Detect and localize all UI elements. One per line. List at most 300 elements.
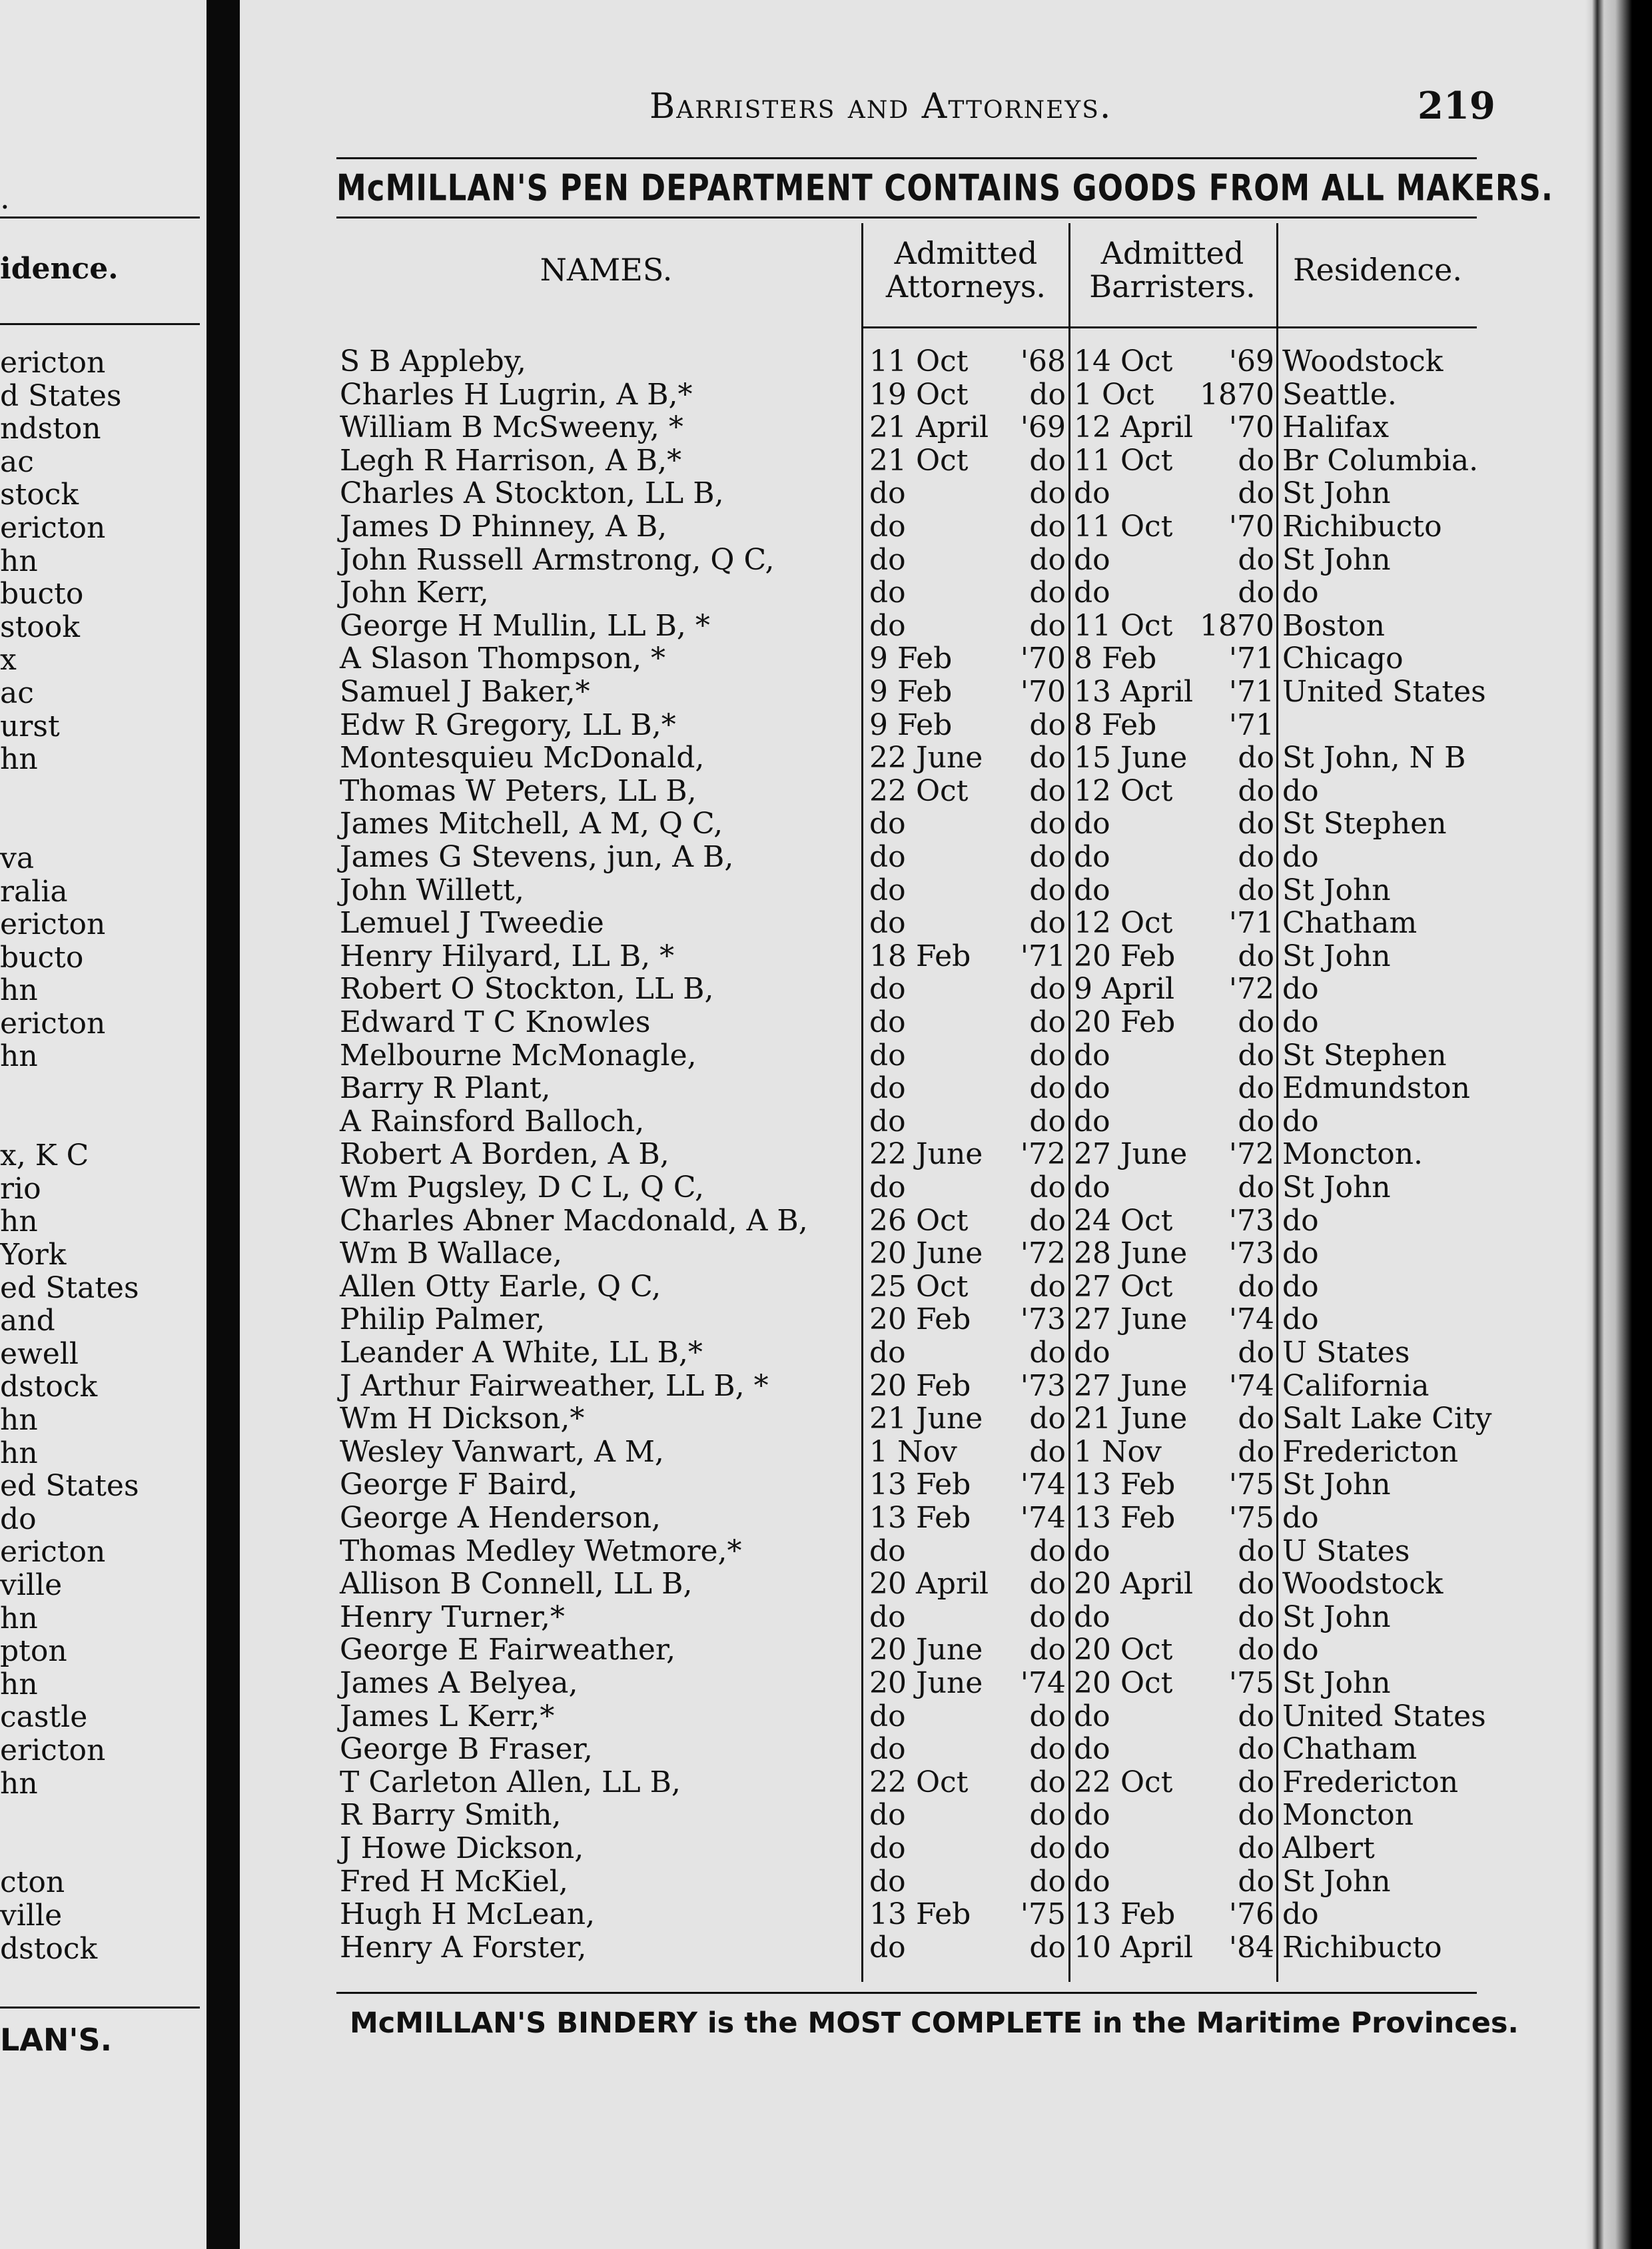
row-barrister-year: '70 xyxy=(1228,410,1274,445)
facing-page-rule xyxy=(0,323,200,325)
row-residence: St Stephen xyxy=(1282,1038,1447,1073)
row-barrister-date: do xyxy=(1074,1170,1110,1204)
row-barrister-date: 20 Feb xyxy=(1074,1005,1176,1039)
row-barrister-date: 13 Feb xyxy=(1074,1897,1176,1932)
row-barrister-date: 10 April xyxy=(1074,1930,1194,1965)
row-barrister-year: '70 xyxy=(1228,510,1274,544)
row-attorney-year: '73 xyxy=(1020,1302,1066,1337)
row-residence: Moncton xyxy=(1282,1798,1414,1833)
row-barrister-year: do xyxy=(1238,1104,1274,1138)
row-attorney-date: 21 Oct xyxy=(869,443,969,478)
row-attorney-year: do xyxy=(1029,707,1066,742)
row-residence: do xyxy=(1282,1203,1319,1238)
row-attorney-date: 9 Feb xyxy=(869,642,953,676)
row-residence: Chicago xyxy=(1282,642,1404,676)
row-name: Henry A Forster, xyxy=(340,1930,587,1965)
row-barrister-date: do xyxy=(1074,1104,1110,1138)
row-residence: U States xyxy=(1282,1336,1410,1370)
row-attorney-date: do xyxy=(869,1336,906,1370)
facing-page-line: hn xyxy=(0,1766,38,1801)
row-barrister-date: do xyxy=(1074,873,1110,907)
row-attorney-date: 22 Oct xyxy=(869,1765,969,1799)
facing-page-line: ac xyxy=(0,675,34,710)
row-attorney-date: 22 Oct xyxy=(869,773,969,808)
row-barrister-year: do xyxy=(1238,1864,1274,1899)
row-residence: St John xyxy=(1282,939,1391,973)
row-attorney-year: '70 xyxy=(1020,675,1066,709)
row-attorney-year: do xyxy=(1029,1633,1066,1667)
row-attorney-year: do xyxy=(1029,1732,1066,1767)
facing-page-line: ericton xyxy=(0,1006,106,1041)
row-barrister-date: 13 April xyxy=(1074,675,1194,709)
row-barrister-year: do xyxy=(1238,1567,1274,1601)
row-name: T Carleton Allen, LL B, xyxy=(340,1765,681,1799)
row-attorney-date: 20 April xyxy=(869,1567,989,1601)
row-residence: do xyxy=(1282,576,1319,610)
row-attorney-year: '72 xyxy=(1020,1137,1066,1172)
advertisement-top: McMILLAN'S PEN DEPARTMENT CONTAINS GOODS FROM ALL MAKERS. xyxy=(336,167,1553,209)
facing-page-line: rio xyxy=(0,1171,41,1206)
facing-page-line: ville xyxy=(0,1898,63,1933)
row-barrister-year: do xyxy=(1238,939,1274,973)
row-attorney-year: do xyxy=(1029,576,1066,610)
row-attorney-date: do xyxy=(869,807,906,841)
row-attorney-year: do xyxy=(1029,1864,1066,1899)
row-barrister-date: do xyxy=(1074,1599,1110,1634)
row-name: George B Fraser, xyxy=(340,1732,593,1767)
advertisement-bottom: McMILLAN'S BINDERY is the MOST COMPLETE in the Maritime Provinces. xyxy=(350,2007,1519,2040)
row-attorney-year: do xyxy=(1029,906,1066,941)
row-residence: St John xyxy=(1282,1666,1391,1700)
row-barrister-year: 1870 xyxy=(1200,377,1274,412)
row-barrister-year: do xyxy=(1238,443,1274,478)
row-barrister-date: 12 April xyxy=(1074,410,1194,445)
row-residence: St John xyxy=(1282,476,1391,511)
row-name: Charles A Stockton, LL B, xyxy=(340,476,724,511)
column-divider xyxy=(1276,223,1278,1982)
facing-page-line: hn xyxy=(0,1403,38,1437)
row-name: Wm Pugsley, D C L, Q C, xyxy=(340,1170,704,1204)
row-name: Wm B Wallace, xyxy=(340,1236,562,1271)
row-barrister-year: do xyxy=(1238,1732,1274,1767)
row-barrister-year: '76 xyxy=(1228,1897,1274,1932)
row-attorney-year: do xyxy=(1029,1765,1066,1799)
row-attorney-date: do xyxy=(869,1038,906,1073)
facing-page-line: bucto xyxy=(0,940,84,975)
row-barrister-year: '71 xyxy=(1228,906,1274,941)
facing-page-line: ericton xyxy=(0,510,106,545)
row-barrister-year: do xyxy=(1238,741,1274,775)
row-attorney-date: do xyxy=(869,542,906,577)
row-name: Edward T C Knowles xyxy=(340,1005,651,1039)
row-barrister-date: 27 June xyxy=(1074,1302,1188,1337)
row-attorney-date: 20 Feb xyxy=(869,1302,971,1337)
row-barrister-year: do xyxy=(1238,1402,1274,1436)
row-barrister-year: 1870 xyxy=(1200,608,1274,643)
facing-page-residences xyxy=(0,346,139,1965)
facing-page-rule xyxy=(0,2007,200,2009)
row-name: Legh R Harrison, A B,* xyxy=(340,443,682,478)
row-attorney-date: do xyxy=(869,476,906,511)
row-attorney-year: do xyxy=(1029,873,1066,907)
facing-page-line: ed States xyxy=(0,1469,139,1504)
row-barrister-date: 20 Oct xyxy=(1074,1666,1173,1700)
row-barrister-date: do xyxy=(1074,807,1110,841)
row-attorney-year: do xyxy=(1029,972,1066,1007)
row-name: Robert A Borden, A B, xyxy=(340,1137,669,1172)
row-barrister-year: do xyxy=(1238,542,1274,577)
row-barrister-date: do xyxy=(1074,476,1110,511)
row-attorney-date: 11 Oct xyxy=(869,344,969,378)
facing-page-line: ericton xyxy=(0,1733,106,1767)
row-barrister-year: do xyxy=(1238,1038,1274,1073)
row-attorney-date: do xyxy=(869,510,906,544)
row-attorney-year: do xyxy=(1029,1203,1066,1238)
row-residence: St John xyxy=(1282,542,1391,577)
row-barrister-date: do xyxy=(1074,1534,1110,1568)
row-residence: United States xyxy=(1282,675,1486,709)
row-name: Hugh H McLean, xyxy=(340,1897,596,1932)
row-residence: St John xyxy=(1282,1599,1391,1634)
facing-page-line: hn xyxy=(0,973,38,1008)
row-attorney-year: do xyxy=(1029,1038,1066,1073)
row-residence: St John xyxy=(1282,1864,1391,1899)
row-attorney-year: do xyxy=(1029,1170,1066,1204)
facing-page-line: ndston xyxy=(0,412,101,446)
row-barrister-date: 1 Nov xyxy=(1074,1434,1162,1469)
row-barrister-year: do xyxy=(1238,1336,1274,1370)
facing-page-heading: idence. xyxy=(0,252,119,286)
row-barrister-date: 11 Oct xyxy=(1074,510,1173,544)
row-name: James G Stevens, jun, A B, xyxy=(340,840,734,874)
row-attorney-date: do xyxy=(869,1534,906,1568)
row-name: J Arthur Fairweather, LL B, * xyxy=(340,1368,769,1403)
facing-page-line: stook xyxy=(0,610,80,644)
row-barrister-year: '75 xyxy=(1228,1666,1274,1700)
row-name: George F Baird, xyxy=(340,1468,578,1502)
facing-page-line: hn xyxy=(0,1039,38,1074)
row-residence: do xyxy=(1282,773,1319,808)
facing-page-line: ewell xyxy=(0,1336,79,1371)
row-barrister-date: 20 April xyxy=(1074,1567,1194,1601)
facing-page-line: cton xyxy=(0,1865,65,1900)
facing-page-line: hn xyxy=(0,1204,38,1239)
row-attorney-date: 13 Feb xyxy=(869,1501,971,1535)
row-attorney-date: do xyxy=(869,972,906,1007)
row-barrister-date: do xyxy=(1074,1798,1110,1833)
row-residence: Br Columbia. xyxy=(1282,443,1479,478)
row-name: Melbourne McMonagle, xyxy=(340,1038,697,1073)
row-attorney-year: do xyxy=(1029,1798,1066,1833)
row-attorney-date: do xyxy=(869,1005,906,1039)
facing-page-line: do xyxy=(0,1502,37,1536)
row-barrister-date: 13 Feb xyxy=(1074,1468,1176,1502)
facing-page-line: ed States xyxy=(0,1270,139,1305)
row-attorney-year: do xyxy=(1029,1534,1066,1568)
row-attorney-year: do xyxy=(1029,377,1066,412)
row-name: Henry Hilyard, LL B, * xyxy=(340,939,675,973)
row-attorney-year: do xyxy=(1029,1567,1066,1601)
row-name: James A Belyea, xyxy=(340,1666,578,1700)
row-attorney-date: 19 Oct xyxy=(869,377,969,412)
row-residence: do xyxy=(1282,972,1319,1007)
row-residence: St Stephen xyxy=(1282,807,1447,841)
row-attorney-year: '70 xyxy=(1020,642,1066,676)
row-residence: Chatham xyxy=(1282,1732,1418,1767)
row-barrister-year: '72 xyxy=(1228,1137,1274,1172)
facing-page-line: hn xyxy=(0,1436,38,1470)
row-attorney-year: '71 xyxy=(1020,939,1066,973)
row-name: Charles Abner Macdonald, A B, xyxy=(340,1203,808,1238)
row-attorney-date: do xyxy=(869,906,906,941)
row-residence: do xyxy=(1282,1236,1319,1271)
row-attorney-date: 13 Feb xyxy=(869,1897,971,1932)
row-residence: Seattle. xyxy=(1282,377,1397,412)
facing-page-line: hn xyxy=(0,742,38,777)
row-barrister-date: 12 Oct xyxy=(1074,773,1173,808)
row-residence: Woodstock xyxy=(1282,344,1444,378)
row-barrister-date: 28 June xyxy=(1074,1236,1188,1271)
facing-page-line: ville xyxy=(0,1568,63,1602)
facing-page-rule xyxy=(0,217,200,219)
row-barrister-date: 22 Oct xyxy=(1074,1765,1173,1799)
row-barrister-date: 24 Oct xyxy=(1074,1203,1173,1238)
page-number: 219 xyxy=(1418,84,1495,128)
row-attorney-date: 21 April xyxy=(869,410,989,445)
row-residence: Moncton. xyxy=(1282,1137,1424,1172)
row-barrister-year: '71 xyxy=(1228,642,1274,676)
row-name: Barry R Plant, xyxy=(340,1071,551,1106)
row-barrister-year: '71 xyxy=(1228,675,1274,709)
row-name: Thomas Medley Wetmore,* xyxy=(340,1534,742,1568)
row-residence: Edmundston xyxy=(1282,1071,1470,1106)
row-name: Fred H McKiel, xyxy=(340,1864,568,1899)
row-barrister-date: 12 Oct xyxy=(1074,906,1173,941)
facing-page-line: ericton xyxy=(0,346,106,380)
row-attorney-date: 22 June xyxy=(869,1137,983,1172)
facing-page-line xyxy=(0,1833,139,1867)
row-attorney-year: '68 xyxy=(1020,344,1066,378)
row-name: James Mitchell, A M, Q C, xyxy=(340,807,723,841)
row-attorney-date: 18 Feb xyxy=(869,939,971,973)
row-name: Samuel J Baker,* xyxy=(340,675,590,709)
row-barrister-date: 27 June xyxy=(1074,1137,1188,1172)
table-bottom-rule xyxy=(336,1992,1477,1994)
row-barrister-date: 20 Feb xyxy=(1074,939,1176,973)
row-attorney-date: do xyxy=(869,1104,906,1138)
row-barrister-date: do xyxy=(1074,1864,1110,1899)
table-top-rule xyxy=(336,217,1477,219)
row-attorney-date: 9 Feb xyxy=(869,707,953,742)
row-barrister-year: do xyxy=(1238,840,1274,874)
facing-page-line: hn xyxy=(0,1667,38,1701)
row-attorney-date: 20 June xyxy=(869,1236,983,1271)
row-name: John Kerr, xyxy=(340,576,489,610)
row-barrister-year: '73 xyxy=(1228,1236,1274,1271)
column-header-attorneys: Admitted Attorneys. xyxy=(885,235,1046,304)
row-barrister-year: do xyxy=(1238,476,1274,511)
page-edge xyxy=(1585,0,1652,2249)
row-barrister-date: do xyxy=(1074,840,1110,874)
row-barrister-date: do xyxy=(1074,576,1110,610)
row-residence: Fredericton xyxy=(1282,1765,1459,1799)
row-residence: do xyxy=(1282,1633,1319,1667)
row-barrister-date: 8 Feb xyxy=(1074,642,1157,676)
row-attorney-year: '74 xyxy=(1020,1501,1066,1535)
facing-page-line: ericton xyxy=(0,907,106,942)
row-barrister-date: 20 Oct xyxy=(1074,1633,1173,1667)
row-barrister-year: do xyxy=(1238,1170,1274,1204)
row-attorney-date: 13 Feb xyxy=(869,1468,971,1502)
row-residence: Richibucto xyxy=(1282,510,1442,544)
row-barrister-date: 1 Oct xyxy=(1074,377,1154,412)
row-barrister-date: do xyxy=(1074,1336,1110,1370)
row-attorney-date: do xyxy=(869,1732,906,1767)
facing-page-line: urst xyxy=(0,709,60,743)
row-barrister-year: '74 xyxy=(1228,1302,1274,1337)
row-name: John Russell Armstrong, Q C, xyxy=(340,542,775,577)
row-name: Allison B Connell, LL B, xyxy=(340,1567,693,1601)
column-header-names: NAMES. xyxy=(540,252,673,288)
row-name: Allen Otty Earle, Q C, xyxy=(340,1269,661,1304)
row-residence: Richibucto xyxy=(1282,1930,1442,1965)
row-barrister-year: '69 xyxy=(1228,344,1274,378)
row-name: R Barry Smith, xyxy=(340,1798,562,1833)
row-barrister-year: '74 xyxy=(1228,1368,1274,1403)
row-attorney-date: do xyxy=(869,1170,906,1204)
facing-page-line: dstock xyxy=(0,1931,98,1966)
row-barrister-year: do xyxy=(1238,1599,1274,1634)
row-attorney-date: do xyxy=(869,1599,906,1634)
facing-page-line xyxy=(0,809,139,842)
row-residence: do xyxy=(1282,1302,1319,1337)
facing-page-line: x xyxy=(0,643,17,677)
row-attorney-year: do xyxy=(1029,1434,1066,1469)
facing-page-line: ericton xyxy=(0,1535,106,1570)
facing-page-line: bucto xyxy=(0,577,84,612)
row-barrister-date: do xyxy=(1074,1038,1110,1073)
row-attorney-year: '69 xyxy=(1020,410,1066,445)
row-name: S B Appleby, xyxy=(340,344,526,378)
row-attorney-year: do xyxy=(1029,1699,1066,1733)
row-attorney-date: 20 June xyxy=(869,1666,983,1700)
row-attorney-date: 22 June xyxy=(869,741,983,775)
row-attorney-year: '72 xyxy=(1020,1236,1066,1271)
row-residence: do xyxy=(1282,1897,1319,1932)
row-barrister-date: 27 June xyxy=(1074,1368,1188,1403)
row-barrister-year: do xyxy=(1238,1005,1274,1039)
row-attorney-date: do xyxy=(869,1864,906,1899)
row-barrister-year: '75 xyxy=(1228,1468,1274,1502)
row-attorney-year: do xyxy=(1029,1831,1066,1865)
row-name: Montesquieu McDonald, xyxy=(340,741,705,775)
row-residence: do xyxy=(1282,840,1319,874)
row-attorney-date: do xyxy=(869,1798,906,1833)
row-barrister-date: do xyxy=(1074,1699,1110,1733)
row-residence: St John xyxy=(1282,1170,1391,1204)
row-residence: St John xyxy=(1282,873,1391,907)
facing-page-line: ac xyxy=(0,444,34,479)
row-attorney-year: do xyxy=(1029,608,1066,643)
row-attorney-date: 9 Feb xyxy=(869,675,953,709)
facing-page-line: hn xyxy=(0,544,38,578)
row-barrister-year: do xyxy=(1238,1765,1274,1799)
row-attorney-date: do xyxy=(869,576,906,610)
facing-page-line: hn xyxy=(0,1601,38,1635)
row-residence: St John, N B xyxy=(1282,741,1466,775)
row-residence: Boston xyxy=(1282,608,1385,643)
facing-page-line: stock xyxy=(0,478,79,512)
row-attorney-date: 20 June xyxy=(869,1633,983,1667)
row-barrister-date: do xyxy=(1074,1831,1110,1865)
row-attorney-year: do xyxy=(1029,1269,1066,1304)
row-name: Philip Palmer, xyxy=(340,1302,546,1337)
facing-page xyxy=(0,0,206,2249)
row-residence: do xyxy=(1282,1501,1319,1535)
row-barrister-year: '73 xyxy=(1228,1203,1274,1238)
row-residence: Salt Lake City xyxy=(1282,1402,1492,1436)
row-barrister-year: '75 xyxy=(1228,1501,1274,1535)
row-barrister-year: do xyxy=(1238,873,1274,907)
row-barrister-date: 27 Oct xyxy=(1074,1269,1173,1304)
row-attorney-year: do xyxy=(1029,773,1066,808)
row-attorney-date: do xyxy=(869,1699,906,1733)
row-attorney-year: do xyxy=(1029,1599,1066,1634)
row-residence: U States xyxy=(1282,1534,1410,1568)
row-barrister-year: '72 xyxy=(1228,972,1274,1007)
row-attorney-year: do xyxy=(1029,542,1066,577)
row-attorney-date: 20 Feb xyxy=(869,1368,971,1403)
row-attorney-date: do xyxy=(869,608,906,643)
row-attorney-date: 25 Oct xyxy=(869,1269,969,1304)
header-rule xyxy=(336,157,1477,159)
facing-page-footer: LAN'S. xyxy=(0,2022,113,2058)
facing-page-line: va xyxy=(0,841,35,875)
row-barrister-date: 15 June xyxy=(1074,741,1188,775)
facing-page-line: York xyxy=(0,1238,67,1272)
row-barrister-year: do xyxy=(1238,1798,1274,1833)
row-attorney-year: do xyxy=(1029,476,1066,511)
row-attorney-date: do xyxy=(869,873,906,907)
row-barrister-date: 14 Oct xyxy=(1074,344,1173,378)
row-residence: Woodstock xyxy=(1282,1567,1444,1601)
row-attorney-date: do xyxy=(869,1831,906,1865)
row-barrister-date: do xyxy=(1074,1071,1110,1106)
row-attorney-date: do xyxy=(869,840,906,874)
row-attorney-year: '73 xyxy=(1020,1368,1066,1403)
row-name: Wesley Vanwart, A M, xyxy=(340,1434,664,1469)
facing-page-line xyxy=(0,1073,139,1107)
facing-page-line: ralia xyxy=(0,874,68,909)
row-attorney-year: do xyxy=(1029,741,1066,775)
facing-page-mark: . xyxy=(0,180,10,216)
row-barrister-date: 11 Oct xyxy=(1074,608,1173,643)
row-name: George H Mullin, LL B, * xyxy=(340,608,710,643)
row-barrister-date: do xyxy=(1074,542,1110,577)
row-name: Thomas W Peters, LL B, xyxy=(340,773,697,808)
row-name: Leander A White, LL B,* xyxy=(340,1336,703,1370)
row-residence: Chatham xyxy=(1282,906,1418,941)
running-head: Barristers and Attorneys. xyxy=(649,87,1112,127)
facing-page-line: d States xyxy=(0,378,122,413)
row-barrister-year: do xyxy=(1238,1269,1274,1304)
row-residence: United States xyxy=(1282,1699,1486,1733)
row-attorney-date: do xyxy=(869,1071,906,1106)
facing-page-line: x, K C xyxy=(0,1138,89,1173)
row-name: William B McSweeny, * xyxy=(340,410,683,445)
facing-page-line: castle xyxy=(0,1700,88,1735)
row-name: Wm H Dickson,* xyxy=(340,1402,585,1436)
